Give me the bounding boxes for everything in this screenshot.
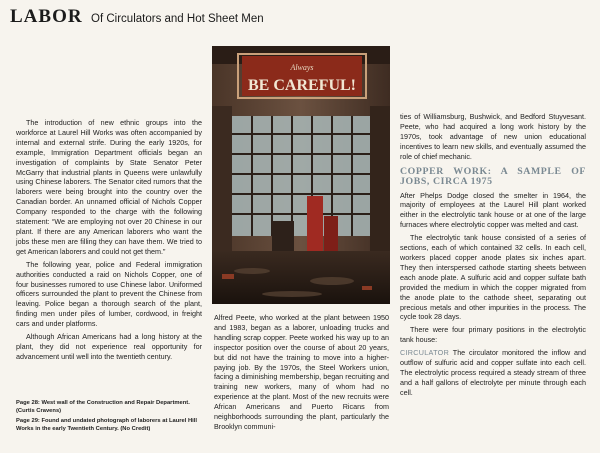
job-description: The circulator monitored the inflow and outflow of sulfuric acid and copper sulfate into each cell. The electrolytic process required a steady stream of three and a half gallons of electrolyte per minute through each cell. [400, 348, 586, 397]
caption-page-29: Page 29: Found and undated photograph of laborers at Laurel Hill Works in the early Twentieth Century. (No Credit) [16, 418, 198, 432]
paragraph [400, 348, 586, 398]
photo-image [212, 46, 390, 304]
section-heading: COPPER WORK: A SAMPLE OF JOBS, CIRCA 1975 [400, 165, 586, 188]
paragraph: There were four primary positions in the electrolytic tank house: [400, 325, 586, 345]
paragraph: The electrolytic tank house consisted of a series of sections, each of which contained 32 cells. In each cell, workers placed copper anode plates six inches apart. They then interspersed cathode starting sheets between each anode plate. A sulfuric acid and copper sulfate bath provided the medium in which the copper migrated from the anode plate to the cathode sheet, separating out precious metals and other impurities in the process. The cycle took 28 days. [400, 233, 586, 322]
text-column-middle [214, 313, 389, 435]
job-keyword: CIRCULATOR [400, 348, 450, 358]
section-subtitle: Of Circulators and Hot Sheet Men [91, 13, 264, 25]
sign-small-text: Always [290, 63, 314, 72]
sign-text: BE CAREFUL! [247, 77, 357, 94]
paragraph: Alfred Peete, who worked at the plant between 1950 and 1983, began as a laborer, unloading trucks and handling scrap copper. Peete worked his way up to an inspector position over the course of about 20 years, but did not have the training to move into a higher-paying job. By the 1970s, the Steel Workers union, facing a diminishing membership, began recruiting and training new workers, many of whom had no experience at the plant. Most of the new recruits were African Americans and Puerto Ricans from neighborhoods surrounding the plant, particularly the Brooklyn communi- [214, 313, 389, 431]
section-title: LABOR [10, 6, 83, 27]
paragraph: Although African Americans had a long history at the plant, they did not experience real opportunity for advancement until well into the twentieth century. [16, 332, 202, 361]
paragraph: ties of Williamsburg, Bushwick, and Bedford Stuyvesant. Peete, who had acquired a long work history by the 1970s, took advantage of new union educational incentives to learn new skills, and eventually assumed the role of chief mechanic. [400, 112, 586, 161]
caption-page-28: Page 28: West wall of the Construction and Repair Department. (Curtis Cravens) [16, 400, 190, 414]
paragraph: The introduction of new ethnic groups into the workforce at Laurel Hill Works was often accompanied by internal and external strife. During the early 1920s, for example, Immigration Department officials began an investigation of complaints by State Senator Peter McGarry that industrial plants in Queens were unlawfully using Chinese laborers. The Senator cited rumors that the laborers were being brought into the country over the Canadian border. An unnamed official of Nichols Copper Company responded to the charge with the following statement: “We are employing not over 20 Chinese in our plant. If there are any American laborers who want the jobs these men are filling they can have them. We tried to get American laborers and could not get them.” [16, 118, 202, 256]
page-header [10, 6, 264, 32]
factory-wall-photo [212, 46, 390, 304]
photo-captions [16, 400, 202, 436]
paragraph: The following year, police and Federal immigration authorities conducted a raid on Nichols Copper, one of four businesses rumored to use Chinese labor. Uniformed officers surrounded the plant to prevent the Chinese from leaving. Police began a thorough search of the plant, finding men under piles of lumber, cordwood, in freight cars and under platforms. [16, 259, 202, 329]
paragraph: After Phelps Dodge closed the smelter in 1964, the majority of employees at the Laurel Hill plant worked either in the electrolytic tank house or at one of the large furnaces where electrolytic copper was melted and cast. [400, 190, 586, 230]
text-column-right [400, 112, 586, 401]
text-column-left [16, 118, 202, 365]
